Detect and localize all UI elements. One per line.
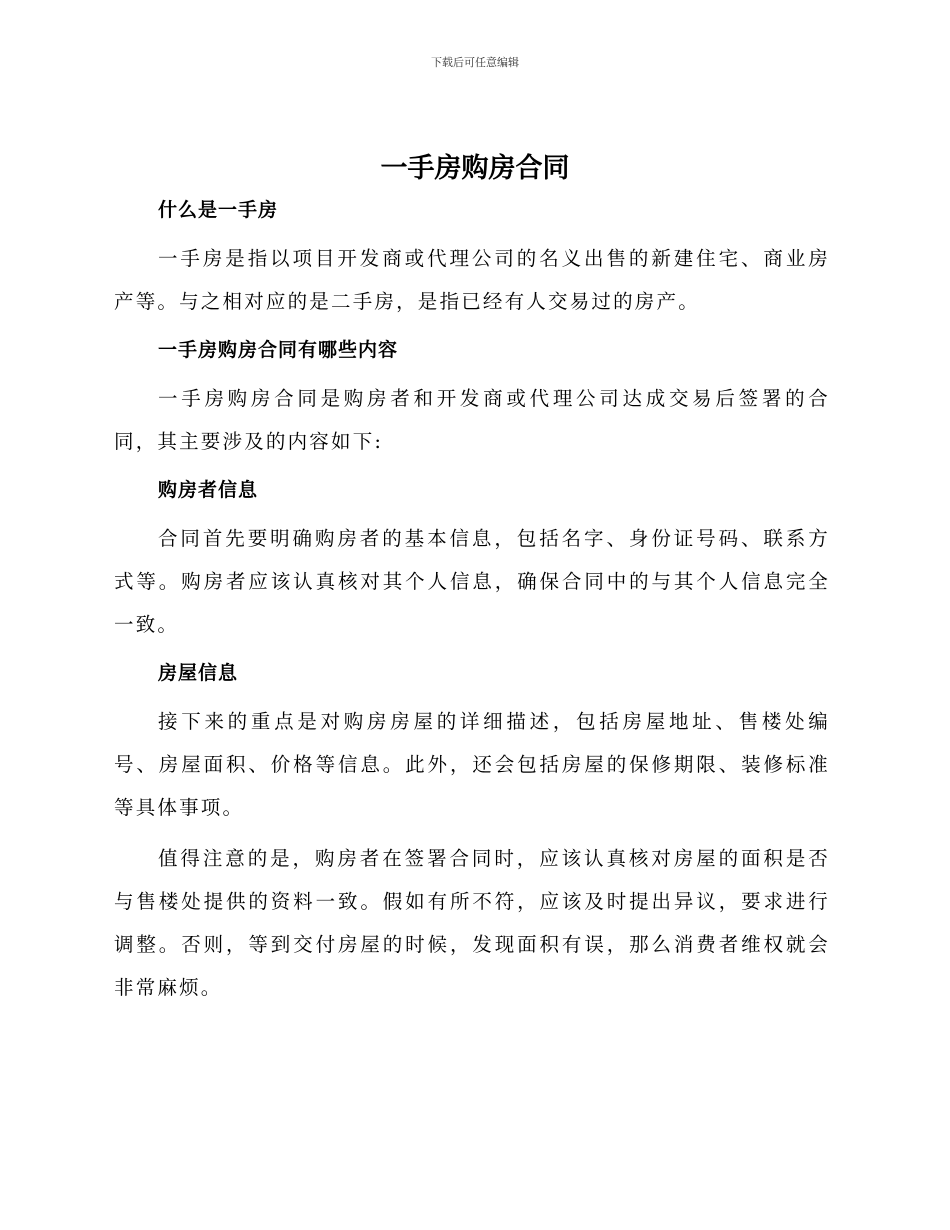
section-paragraph: 合同首先要明确购房者的基本信息，包括名字、身份证号码、联系方式等。购房者应该认真核对其个人信息，确保合同中的与其个人信息完全一致。: [114, 527, 830, 636]
header-note: 下载后可任意编辑: [431, 56, 519, 69]
document-body: [114, 191, 830, 1017]
section-heading: 一手房购房合同有哪些内容: [158, 339, 399, 361]
section-paragraph: 值得注意的是，购房者在签署合同时，应该认真核对房屋的面积是否与售楼处提供的资料一致。假如有所不符，应该及时提出异议，要求进行调整。否则，等到交付房屋的时候，发现面积有误，那么消费者维权就会非常麻烦。: [114, 847, 830, 999]
section-paragraph: 接下来的重点是对购房房屋的详细描述，包括房屋地址、售楼处编号、房屋面积、价格等信息。此外，还会包括房屋的保修期限、装修标准等具体事项。: [114, 710, 830, 819]
document-title: 一手房购房合同: [380, 153, 570, 184]
section-heading: 什么是一手房: [158, 199, 279, 221]
section-heading: 房屋信息: [158, 662, 239, 684]
section-paragraph: 一手房购房合同是购房者和开发商或代理公司达成交易后签署的合同，其主要涉及的内容如下:: [114, 387, 830, 453]
section-paragraph: 一手房是指以项目开发商或代理公司的名义出售的新建住宅、商业房产等。与之相对应的是二手房，是指已经有人交易过的房产。: [114, 247, 830, 313]
section-heading: 购房者信息: [158, 479, 259, 501]
